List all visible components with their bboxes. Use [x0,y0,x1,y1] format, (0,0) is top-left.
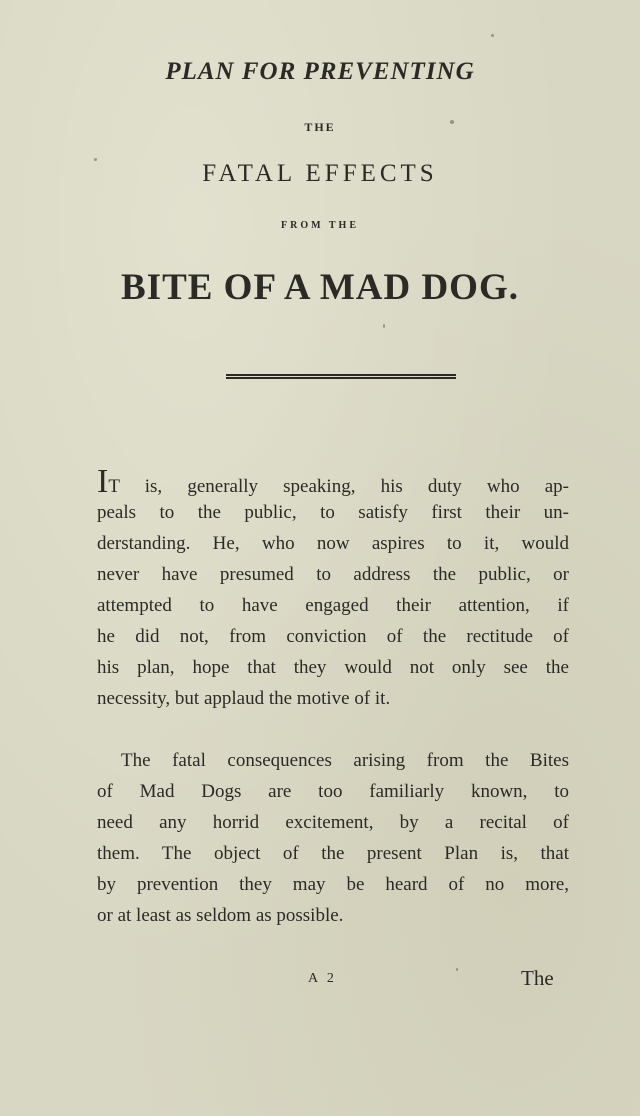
paragraph-line-text: T is, generally speaking, his duty who ap- [108,476,569,497]
paragraph-line: derstanding. He, who now aspires to it, would [97,533,569,554]
title-the-line: THE [304,120,336,134]
paragraph-line: of Mad Dogs are too familiarly known, to [97,781,569,802]
paper-speck [491,34,494,37]
catchword: The [521,966,554,990]
paper-speck [94,158,97,161]
title-plan-line: PLAN FOR PREVENTING [165,58,475,85]
title-bite-line: BITE OF A MAD DOG. [121,267,519,308]
paragraph-line: necessity, but applaud the motive of it. [97,688,391,709]
paragraph-line: The fatal consequences arising from the Bites [121,750,569,771]
decorative-rule [226,374,456,379]
paragraph-line: peals to the public, to satisfy first their un- [97,502,569,523]
drop-cap: I [97,463,109,500]
signature-mark: A 2 [308,971,337,986]
paragraph-2 [97,745,569,931]
paragraph-line [97,463,569,500]
title-fatal-effects-line: FATAL EFFECTS [202,160,438,187]
paragraph-line: them. The object of the present Plan is, that [97,843,569,864]
paper-speck [456,968,458,971]
paragraph-1 [97,463,569,714]
paragraph-line: or at least as seldom as possible. [97,905,344,926]
paragraph-line: need any horrid excitement, by a recital of [97,812,569,833]
paragraph-line: his plan, hope that they would not only see the [97,657,569,678]
paper-speck [450,120,454,124]
paragraph-line: by prevention they may be heard of no more, [97,874,569,895]
paper-speck [383,324,385,328]
paragraph-line: attempted to have engaged their attention, if [97,595,569,616]
paragraph-line: he did not, from conviction of the rectitude of [97,626,569,647]
paragraph-line: never have presumed to address the public, or [97,564,569,585]
title-from-the-line: FROM THE [281,220,359,231]
